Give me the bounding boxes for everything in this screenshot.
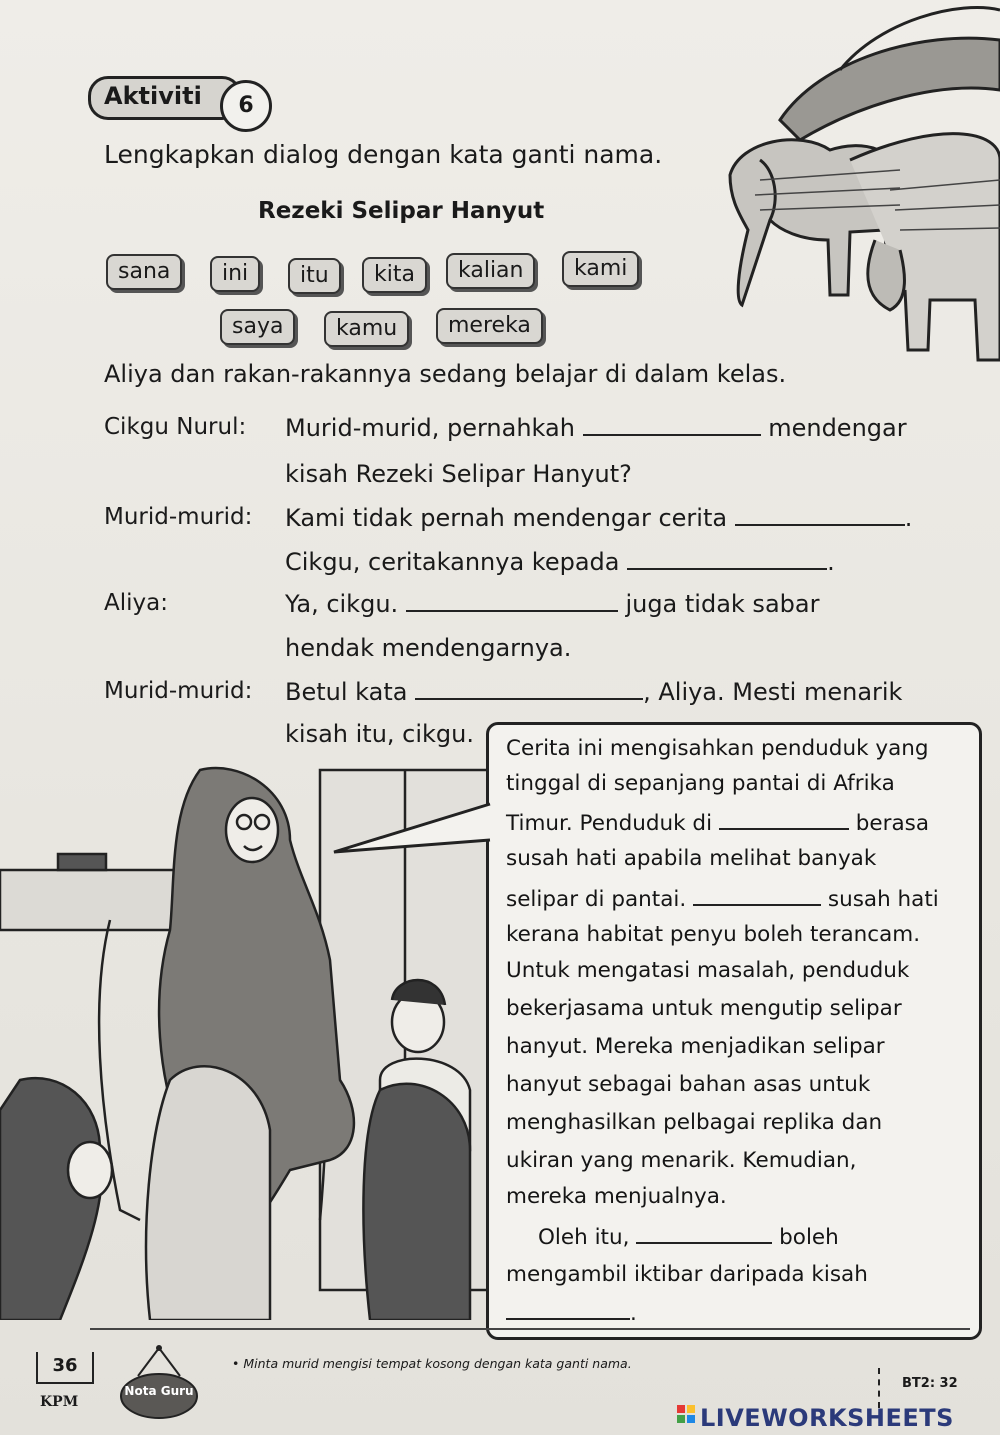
story-line bbox=[506, 1298, 637, 1326]
dialog-line-4 bbox=[285, 548, 835, 576]
story-line: tinggal di sepanjang pantai di Afrika bbox=[506, 771, 895, 796]
intro-text: Aliya dan rakan-rakannya sedang belajar di dalam kelas. bbox=[104, 360, 787, 388]
word-chip-kamu[interactable]: kamu bbox=[324, 311, 409, 347]
story-line bbox=[538, 1222, 839, 1250]
word-chip-saya[interactable]: saya bbox=[220, 309, 295, 345]
blank-8[interactable] bbox=[636, 1222, 772, 1244]
blank-7[interactable] bbox=[693, 884, 821, 906]
blank-6[interactable] bbox=[719, 808, 849, 830]
story-text: Oleh itu, bbox=[538, 1225, 630, 1250]
blank-2[interactable] bbox=[735, 504, 905, 526]
story-line: bekerjasama untuk mengutip selipar bbox=[506, 996, 902, 1021]
dialog-text: Cikgu, ceritakannya kepada bbox=[285, 548, 620, 576]
dialog-text: . bbox=[827, 548, 835, 576]
dialog-text: Betul kata bbox=[285, 678, 408, 706]
story-line bbox=[506, 808, 929, 836]
story-text: Timur. Penduduk di bbox=[506, 811, 713, 836]
dialog-line-3 bbox=[285, 504, 912, 532]
dialog-text: . bbox=[904, 504, 913, 532]
bt2-divider bbox=[878, 1368, 882, 1408]
story-line bbox=[506, 884, 939, 912]
speaker-cikgu-nurul: Cikgu Nurul: bbox=[104, 414, 247, 440]
blank-5[interactable] bbox=[415, 678, 643, 700]
story-line: mereka menjualnya. bbox=[506, 1184, 727, 1209]
word-chip-kalian[interactable]: kalian bbox=[446, 253, 535, 289]
dialog-line-8: kisah itu, cikgu. bbox=[285, 720, 474, 748]
dialog-line-7 bbox=[285, 678, 902, 706]
dialog-line-1 bbox=[285, 414, 907, 442]
word-chip-mereka[interactable]: mereka bbox=[436, 308, 543, 344]
story-line: hanyut. Mereka menjadikan selipar bbox=[506, 1034, 885, 1059]
story-line: kerana habitat penyu boleh terancam. bbox=[506, 922, 921, 947]
activity-label: Aktiviti bbox=[104, 82, 202, 110]
story-text: selipar di pantai. bbox=[506, 887, 687, 912]
blank-4[interactable] bbox=[406, 590, 618, 612]
teacher-footnote: • Minta murid mengisi tempat kosong dengan kata ganti nama. bbox=[232, 1356, 632, 1371]
dialog-line-5 bbox=[285, 590, 819, 618]
speaker-murid-murid-2: Murid-murid: bbox=[104, 678, 253, 704]
dialog-text: mendengar bbox=[768, 414, 907, 442]
blank-3[interactable] bbox=[627, 548, 827, 570]
dialog-text: , Aliya. Mesti menarik bbox=[643, 678, 903, 706]
speech-bubble-tail bbox=[330, 800, 492, 860]
story-line: Untuk mengatasi masalah, penduduk bbox=[506, 958, 910, 983]
story-line: mengambil iktibar daripada kisah bbox=[506, 1262, 868, 1287]
dialog-text: Kami tidak pernah mendengar cerita bbox=[285, 504, 728, 532]
dialog-text: juga tidak sabar bbox=[625, 590, 820, 618]
blank-1[interactable] bbox=[583, 414, 761, 436]
story-text: berasa bbox=[855, 811, 930, 836]
story-title: Rezeki Selipar Hanyut bbox=[258, 198, 545, 224]
word-chip-kita[interactable]: kita bbox=[362, 257, 427, 293]
word-chip-sana[interactable]: sana bbox=[106, 254, 182, 290]
word-chip-kami[interactable]: kami bbox=[562, 251, 639, 287]
footnote-text: Minta murid mengisi tempat kosong dengan kata ganti nama. bbox=[243, 1356, 632, 1371]
dialog-text: Ya, cikgu. bbox=[285, 590, 399, 618]
nota-guru-label: Nota Guru bbox=[124, 1384, 194, 1398]
word-chip-ini[interactable]: ini bbox=[210, 256, 260, 292]
bt2-label: BT2: 32 bbox=[902, 1376, 958, 1391]
story-text: . bbox=[630, 1301, 637, 1326]
page-number: 36 bbox=[36, 1352, 94, 1384]
liveworksheets-logo-icon bbox=[676, 1404, 696, 1428]
kpm-label: KPM bbox=[40, 1394, 79, 1410]
story-line: Cerita ini mengisahkan penduduk yang bbox=[506, 736, 929, 761]
story-line: hanyut sebagai bahan asas untuk bbox=[506, 1072, 871, 1097]
elephant-slipper-illustration bbox=[700, 0, 1000, 380]
dialog-text: Murid-murid, pernahkah bbox=[285, 414, 575, 442]
story-line: ukiran yang menarik. Kemudian, bbox=[506, 1148, 857, 1173]
dialog-line-6: hendak mendengarnya. bbox=[285, 634, 572, 662]
activity-number: 6 bbox=[220, 80, 272, 132]
story-line: menghasilkan pelbagai replika dan bbox=[506, 1110, 883, 1135]
dialog-line-2: kisah Rezeki Selipar Hanyut? bbox=[285, 460, 632, 488]
speaker-murid-murid: Murid-murid: bbox=[104, 504, 253, 530]
blank-9[interactable] bbox=[506, 1298, 630, 1320]
footer-divider bbox=[90, 1328, 970, 1330]
speaker-aliya: Aliya: bbox=[104, 590, 168, 616]
instruction-text: Lengkapkan dialog dengan kata ganti nama. bbox=[104, 140, 663, 169]
word-chip-itu[interactable]: itu bbox=[288, 258, 341, 294]
story-text: boleh bbox=[779, 1225, 839, 1250]
story-line: susah hati apabila melihat banyak bbox=[506, 846, 877, 871]
liveworksheets-brand[interactable]: LIVEWORKSHEETS bbox=[700, 1404, 954, 1432]
story-text: susah hati bbox=[827, 887, 939, 912]
